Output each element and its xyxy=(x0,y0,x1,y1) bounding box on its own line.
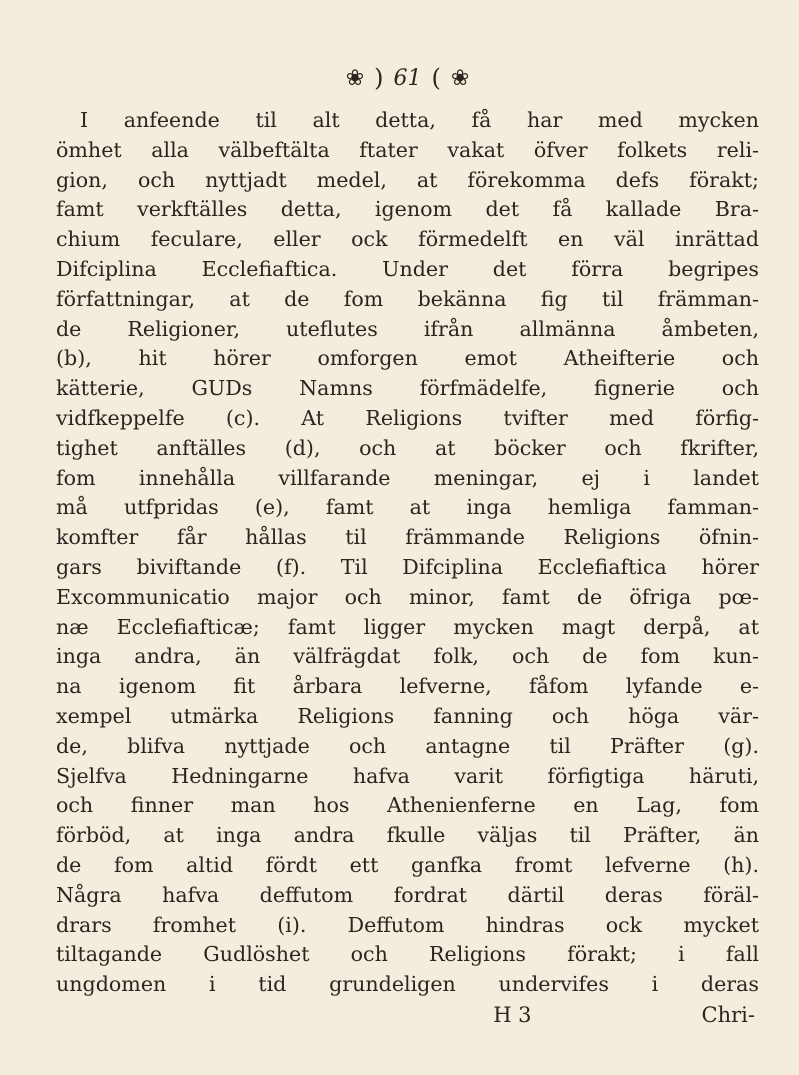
body-text xyxy=(56,106,759,1000)
text-line: vidfkeppelfe (c). At Religions tvifter med förfig- xyxy=(56,405,759,430)
text-line: de fom altid fördt ett ganfka fromt lefverne (h). xyxy=(56,852,759,877)
text-line: drars fromhet (i). Deffutom hindras ock mycket xyxy=(56,912,759,937)
text-line: inga andra, än välfrägdat folk, och de fom kun- xyxy=(56,644,759,669)
page-header xyxy=(56,58,759,98)
text-line: förböd, at inga andra fkulle väljas til Präfter, än xyxy=(56,823,759,848)
text-line: xempel utmärka Religions fanning och höga vär- xyxy=(56,703,759,728)
text-line: na igenom fit årbara lefverne, fåfom lyfande e- xyxy=(56,674,759,699)
text-line: chium feculare, eller ock förmedelft en väl inrättad xyxy=(56,227,759,252)
text-line: de Religioner, uteflutes ifrån allmänna åmbeten, xyxy=(56,316,759,341)
text-line: ömhet alla välbeftälta ftater vakat öfver folkets reli- xyxy=(56,137,759,162)
text-line: och finner man hos Athenienferne en Lag, fom xyxy=(56,793,759,818)
text-line: kätterie, GUDs Namns förfmädelfe, fignerie och xyxy=(56,376,759,401)
text-line: gion, och nyttjadt medel, at förekomma defs förakt; xyxy=(56,167,759,192)
page-footer xyxy=(56,1000,759,1030)
text-line: komfter får hållas til främmande Religions öfnin- xyxy=(56,525,759,550)
header-paren-right: ) xyxy=(374,64,384,92)
text-line: Några hafva deffutom fordrat därtil deras föräl- xyxy=(56,882,759,907)
text-line: næ Ecclefiafticæ; famt ligger mycken magt derpå, at xyxy=(56,614,759,639)
text-line: (b), hit hörer omforgen emot Atheifterie och xyxy=(56,346,759,371)
text-line: fom innehålla villfarande meningar, ej i landet xyxy=(56,465,759,490)
text-line: författningar, at de fom bekänna fig til främman- xyxy=(56,286,759,311)
page-number: 61 xyxy=(393,65,422,91)
text-line: Excommunicatio major och minor, famt de öfriga pœ- xyxy=(56,584,759,609)
text-line: Difciplina Ecclefiaftica. Under det förra begripes xyxy=(56,256,759,281)
text-line: gars biviftande (f). Til Difciplina Ecclefiaftica hörer xyxy=(56,554,759,579)
text-line: tighet anftälles (d), och at böcker och fkrifter, xyxy=(56,435,759,460)
ornament-left-icon: ❀ xyxy=(345,65,365,91)
text-line: Sjelfva Hedningarne hafva varit förfigtiga häruti, xyxy=(56,763,759,788)
text-line: må utfpridas (e), famt at inga hemliga famman- xyxy=(56,495,759,520)
text-line: tiltagande Gudlöshet och Religions förakt; i fall xyxy=(56,942,759,967)
text-line: I anfeende til alt detta, få har med mycken xyxy=(80,108,759,132)
text-line: famt verkftälles detta, igenom det få kallade Bra- xyxy=(56,197,759,222)
text-line: de, blifva nyttjade och antagne til Präfter (g). xyxy=(56,733,759,758)
signature-mark: H 3 xyxy=(493,1002,532,1027)
catchword: Chri- xyxy=(701,1002,755,1027)
ornament-right-icon: ❀ xyxy=(450,65,470,91)
header-paren-left: ( xyxy=(431,64,441,92)
text-line: ungdomen i tid grundeligen undervifes i deras xyxy=(56,972,759,997)
